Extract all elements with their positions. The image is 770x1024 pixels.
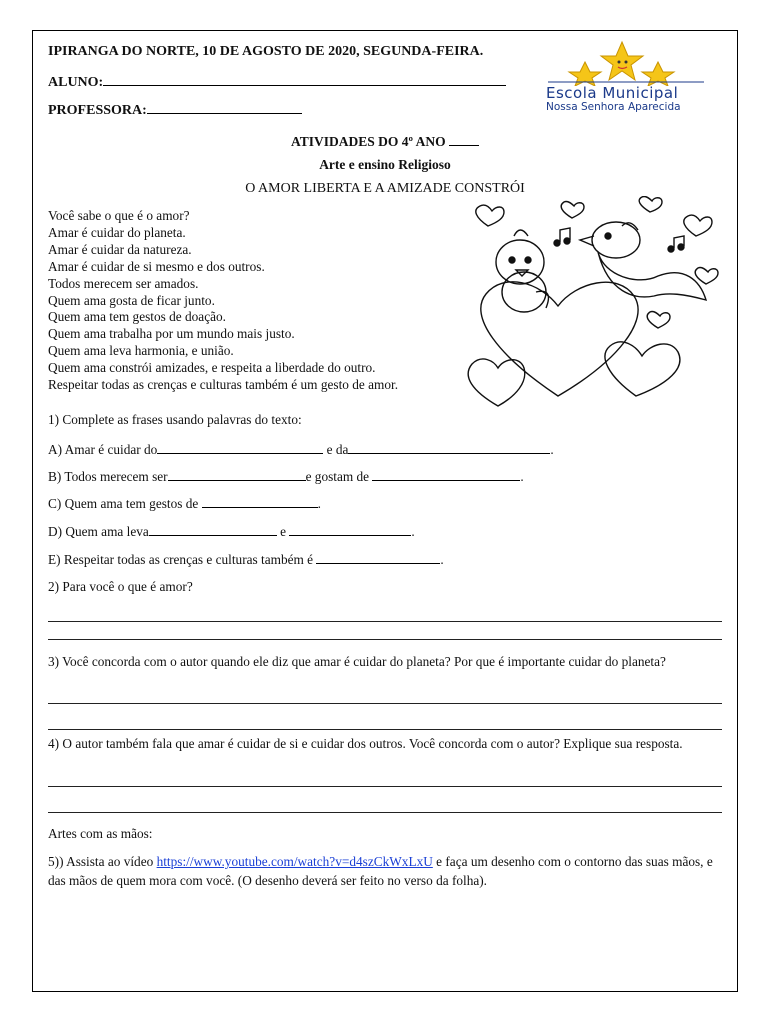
class-blank[interactable] (449, 132, 479, 146)
subject-title: Arte e ensino Religioso (319, 157, 451, 172)
logo-line2: Nossa Senhora Aparecida (546, 101, 681, 113)
q3-prompt: 3) Você concorda com o autor quando ele diz que amar é cuidar do planeta? Por que é importante cuidar do planeta? (48, 654, 666, 669)
poem-line: Respeitar todas as crenças e culturas também é um gesto de amor. (48, 377, 399, 393)
q1-a-blank-1[interactable] (157, 440, 323, 454)
q3-answer-line[interactable] (48, 703, 722, 704)
student-label: ALUNO: (48, 75, 104, 90)
q1-d-blank-2[interactable] (289, 522, 411, 536)
poem-line: Quem ama tem gestos de doação. (48, 309, 226, 325)
student-field[interactable] (48, 72, 506, 91)
teacher-blank[interactable] (147, 100, 302, 114)
school-logo (540, 40, 712, 114)
poem-line: Amar é cuidar do planeta. (48, 224, 186, 240)
arts-heading: Artes com as mãos: (48, 826, 153, 841)
theme-title: O AMOR LIBERTA E A AMIZADE CONSTRÓI (245, 181, 525, 196)
poem-line: Todos merecem ser amados. (48, 275, 199, 291)
q1-c-blank[interactable] (202, 494, 318, 508)
q1-prompt: 1) Complete as frases usando palavras do texto: (48, 412, 302, 427)
q2-answer-line[interactable] (48, 639, 722, 640)
video-link[interactable]: https://www.youtube.com/watch?v=d4szCkWxLxU (156, 854, 433, 869)
poem-line: Amar é cuidar de si mesmo e dos outros. (48, 258, 265, 274)
q1-d-blank-1[interactable] (149, 522, 277, 536)
teacher-label: PROFESSORA: (48, 103, 147, 118)
q1-item-c: C) Quem ama tem gestos de . (48, 496, 321, 511)
poem-line: Amar é cuidar da natureza. (48, 241, 192, 257)
birds-hearts-illustration (458, 196, 730, 408)
q1-item-a: A) Amar é cuidar do e da . (48, 442, 554, 457)
logo-line1: Escola Municipal (546, 84, 679, 102)
q2-answer-line[interactable] (48, 621, 722, 622)
grade-title: ATIVIDADES DO 4º ANO (32, 132, 738, 150)
poem-line: Quem ama gosta de ficar junto. (48, 292, 215, 308)
q1-b-blank-1[interactable] (168, 467, 306, 481)
q4-answer-line[interactable] (48, 812, 722, 813)
q2-prompt: 2) Para você o que é amor? (48, 579, 193, 594)
date-line: IPIRANGA DO NORTE, 10 DE AGOSTO DE 2020, SEGUNDA-FEIRA. (48, 44, 484, 59)
q1-item-d: D) Quem ama leva e . (48, 524, 415, 539)
stars-logo-icon (540, 40, 712, 86)
q1-item-b: B) Todos merecem ser e gostam de . (48, 469, 524, 484)
poem-line: Quem ama constrói amizades, e respeita a liberdade do outro. (48, 360, 376, 376)
poem-line: Quem ama leva harmonia, e união. (48, 343, 234, 359)
q1-item-e: E) Respeitar todas as crenças e culturas também é . (48, 552, 444, 567)
q1-e-blank[interactable] (316, 550, 440, 564)
q4-answer-line[interactable] (48, 786, 722, 787)
teacher-field[interactable] (48, 100, 302, 119)
q5-text: 5)) Assista ao vídeo https://www.youtube.com/watch?v=d4szCkWxLxU e faça um desenho com o contorno das suas mãos, e das mãos de quem mora com você. (O desenho deverá ser feito no verso da folha). (48, 854, 713, 888)
q3-answer-line[interactable] (48, 729, 722, 730)
q1-b-blank-2[interactable] (372, 467, 520, 481)
poem-line: Quem ama trabalha por um mundo mais justo. (48, 326, 295, 342)
student-blank[interactable] (103, 72, 506, 86)
poem-text (48, 208, 398, 394)
poem-line: Você sabe o que é o amor? (48, 208, 190, 223)
q1-a-blank-2[interactable] (348, 440, 550, 454)
q4-prompt: 4) O autor também fala que amar é cuidar de si e cuidar dos outros. Você concorda com o autor? Explique sua resposta. (48, 736, 683, 751)
